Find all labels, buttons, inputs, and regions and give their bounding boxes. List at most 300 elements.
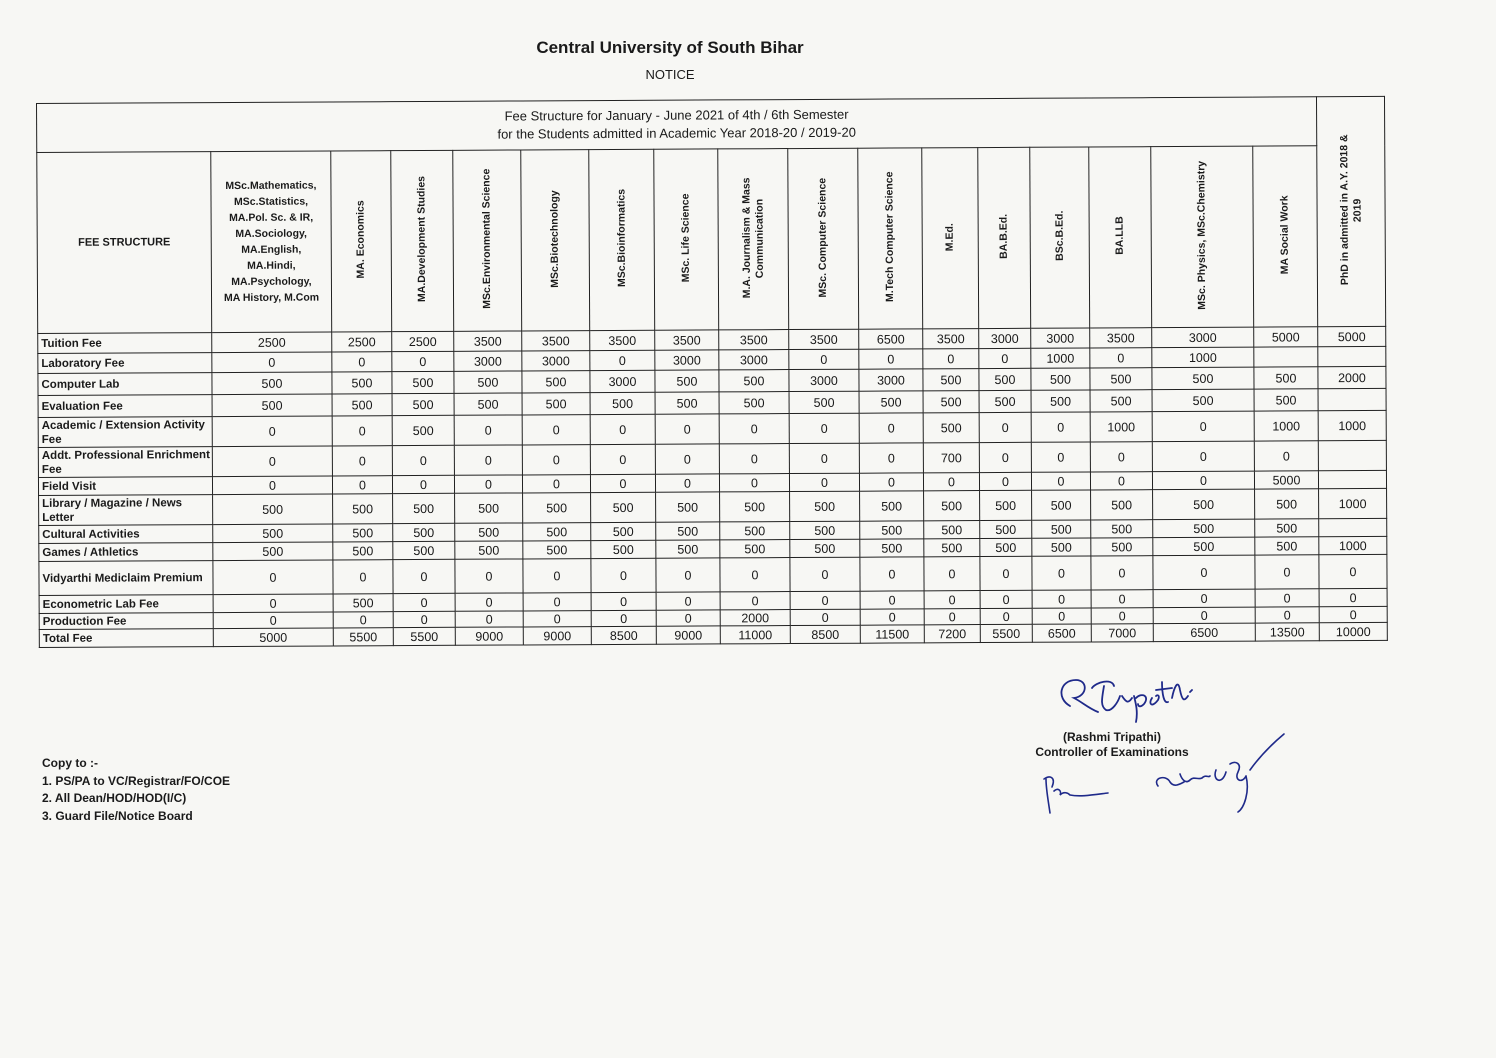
table-cell: 0: [860, 591, 924, 609]
table-cell: 500: [924, 521, 980, 539]
table-cell: 0: [333, 612, 393, 628]
column-header: [1030, 147, 1090, 328]
table-cell: 500: [212, 372, 332, 395]
table-cell: 0: [1319, 606, 1387, 622]
table-cell: 0: [655, 414, 719, 444]
table-cell: 9000: [455, 627, 523, 645]
column-header: [1089, 147, 1152, 328]
table-cell: 0: [393, 559, 455, 593]
row-label: Field Visit: [38, 477, 212, 496]
table-cell: 0: [719, 414, 789, 444]
table-cell: 0: [332, 446, 392, 476]
table-cell: 5500: [333, 628, 393, 646]
table-cell: 0: [656, 610, 720, 626]
row-label: Library / Magazine / News Letter: [39, 495, 213, 526]
table-cell: 500: [923, 369, 979, 391]
table-cell: [1318, 440, 1386, 470]
table-cell: 0: [789, 443, 859, 473]
column-header: [788, 148, 859, 329]
column-header-label: MSc. Computer Science: [816, 177, 830, 298]
table-cell: 0: [979, 472, 1031, 490]
table-cell: 0: [1031, 442, 1090, 472]
table-cell: 0: [1090, 472, 1152, 490]
signatory-designation: Controller of Examinations: [1035, 745, 1189, 759]
university-title: Central University of South Bihar: [536, 38, 804, 57]
table-cell: 3000: [789, 369, 859, 391]
table-cell: 500: [523, 541, 591, 559]
table-cell: 500: [656, 540, 720, 558]
table-cell: 500: [523, 493, 591, 523]
table-cell: 2000: [720, 610, 790, 626]
table-cell: 0: [590, 350, 655, 370]
table-cell: 500: [790, 491, 860, 521]
table-cell: 0: [1255, 589, 1319, 607]
table-cell: 500: [523, 523, 591, 541]
table-cell: 500: [1255, 489, 1319, 519]
table-cell: 0: [655, 444, 719, 474]
table-cell: 500: [454, 371, 522, 393]
table-cell: 500: [1031, 390, 1090, 412]
table-cell: 0: [1032, 590, 1091, 608]
initials-signature-1: [1040, 765, 1120, 820]
table-cell: 0: [523, 593, 591, 611]
table-cell: 500: [213, 494, 333, 525]
table-cell: 0: [212, 446, 332, 477]
column-header: [391, 150, 454, 331]
table-cell: 0: [590, 474, 655, 492]
table-cell: 1000: [1319, 536, 1387, 554]
column-header-group-line: MSc.Statistics,: [233, 195, 309, 208]
table-cell: [1254, 347, 1318, 367]
table-cell: 9000: [523, 627, 591, 645]
table-cell: 3000: [454, 351, 522, 371]
table-cell: 700: [923, 443, 979, 473]
table-cell: 0: [656, 592, 720, 610]
table-cell: 1000: [1254, 411, 1318, 441]
column-header-label: MA. Economics: [354, 200, 367, 279]
table-cell: 500: [860, 521, 924, 539]
table-cell: 2500: [392, 331, 454, 351]
table-cell: 0: [924, 591, 980, 609]
table-cell: 500: [393, 523, 455, 541]
table-cell: 0: [1032, 556, 1091, 590]
table-cell: 0: [924, 557, 980, 591]
table-cell: 0: [720, 558, 790, 592]
column-header: [858, 148, 923, 329]
table-cell: 500: [454, 393, 522, 415]
table-cell: 5500: [980, 624, 1032, 642]
table-cell: 500: [655, 370, 719, 392]
table-cell: 500: [522, 371, 590, 393]
table-cell: 3000: [1152, 327, 1254, 348]
table-cell: 3000: [655, 350, 719, 370]
column-header-label: M.Tech Computer Science: [883, 171, 897, 303]
table-cell: 0: [1091, 590, 1153, 608]
table-cell: 500: [455, 493, 523, 523]
table-cell: 1000: [1319, 488, 1387, 518]
column-header: [978, 147, 1031, 328]
column-header: [453, 150, 522, 331]
row-label: Econometric Lab Fee: [39, 595, 213, 614]
row-label: Total Fee: [39, 629, 213, 648]
column-header: [922, 148, 979, 329]
table-cell: 1000: [1031, 348, 1090, 368]
table-cell: 0: [393, 611, 455, 627]
column-header: [718, 149, 789, 330]
column-header: [331, 151, 392, 332]
table-cell: 0: [455, 559, 523, 593]
column-header-group-line: MA.English,: [241, 243, 302, 256]
column-header-phd: [1316, 96, 1385, 326]
table-cell: 500: [1032, 520, 1091, 538]
table-cell: 0: [859, 413, 923, 443]
table-cell: 1000: [1152, 347, 1254, 368]
table-cell: 500: [590, 392, 655, 414]
fee-structure-label: FEE STRUCTURE: [37, 152, 212, 334]
table-cell: 0: [980, 590, 1032, 608]
table-cell: [1318, 388, 1386, 410]
row-label: Computer Lab: [38, 373, 212, 396]
table-cell: 500: [591, 492, 656, 522]
table-cell: 500: [860, 491, 924, 521]
table-cell: 500: [1254, 389, 1318, 411]
table-cell: 5000: [1254, 327, 1318, 347]
table-cell: 0: [789, 473, 859, 491]
table-cell: 9000: [656, 626, 720, 644]
table-cell: 0: [213, 612, 333, 629]
table-cell: 0: [1153, 589, 1255, 608]
table-cell: 13500: [1255, 623, 1319, 641]
table-cell: 0: [591, 592, 656, 610]
table-cell: 3500: [719, 330, 789, 350]
table-cell: 0: [1153, 607, 1255, 624]
table-cell: 0: [859, 349, 923, 369]
column-header-group-line: MA.Psychology,: [231, 275, 312, 288]
column-header-label: M.A. Journalism & Mass Communication: [739, 177, 766, 299]
table-cell: 3000: [719, 350, 789, 370]
table-cell: 0: [392, 351, 454, 371]
column-header-group-line: MA.Sociology,: [235, 227, 308, 240]
table-cell: 500: [1032, 490, 1091, 520]
table-cell: 500: [720, 540, 790, 558]
table-cell: 0: [591, 610, 656, 626]
column-header-label: MSc.Bioinformatics: [614, 189, 628, 288]
table-cell: 0: [591, 558, 656, 592]
table-cell: 500: [455, 541, 523, 559]
table-cell: 500: [1254, 367, 1318, 389]
row-label: Vidyarthi Mediclaim Premium: [39, 561, 213, 596]
table-cell: 3500: [655, 330, 719, 350]
table-cell: 500: [591, 540, 656, 558]
row-label: Games / Athletics: [39, 543, 213, 562]
table-cell: 500: [860, 539, 924, 557]
table-cell: 0: [859, 443, 923, 473]
table-cell: 500: [790, 539, 860, 557]
table-cell: 7000: [1091, 624, 1153, 642]
table-cell: 500: [923, 413, 979, 443]
table-cell: 0: [719, 444, 789, 474]
table-cell: 0: [1091, 608, 1153, 624]
table-cell: 500: [720, 492, 790, 522]
table-cell: 500: [790, 521, 860, 539]
row-label: Addt. Professional Enrichment Fee: [38, 447, 212, 478]
table-cell: 500: [455, 523, 523, 541]
row-label: Cultural Activities: [39, 525, 213, 544]
table-cell: 5000: [1318, 326, 1386, 346]
table-cell: 500: [213, 524, 333, 543]
table-cell: 0: [454, 415, 522, 445]
table-cell: 500: [1091, 490, 1153, 520]
table-cell: 0: [790, 591, 860, 609]
table-cell: 11500: [860, 625, 924, 643]
table-cell: 0: [1031, 412, 1090, 442]
table-cell: 0: [454, 475, 522, 493]
column-header-label: MA.Development Studies: [415, 176, 429, 303]
table-cell: 500: [591, 522, 656, 540]
table-cell: [1319, 518, 1387, 536]
table-cell: 0: [1090, 348, 1152, 368]
column-header-group-line: MSc.Mathematics,: [225, 179, 317, 193]
table-cell: 0: [455, 593, 523, 611]
table-cell: 0: [1152, 471, 1254, 490]
table-cell: 500: [1090, 368, 1152, 390]
copy-to-item: 1. PS/PA to VC/Registrar/FO/COE: [42, 773, 231, 788]
table-cell: 3500: [522, 331, 590, 351]
table-cell: 0: [332, 476, 392, 494]
table-cell: 0: [1255, 555, 1319, 589]
table-cell: 2000: [1318, 366, 1386, 388]
table-cell: 0: [656, 558, 720, 592]
table-cell: 500: [1153, 519, 1255, 538]
table-cell: 500: [393, 541, 455, 559]
table-cell: 3000: [590, 370, 655, 392]
column-header-group-line: MA.Hindi,: [247, 259, 296, 272]
row-label: Evaluation Fee: [38, 395, 212, 418]
table-cell: 500: [980, 520, 1032, 538]
initials-signature-2: [1150, 730, 1290, 820]
table-cell: 500: [924, 539, 980, 557]
table-cell: 0: [789, 413, 859, 443]
table-cell: 500: [979, 390, 1031, 412]
table-cell: 3000: [859, 369, 923, 391]
table-cell: 0: [392, 475, 454, 493]
fee-structure-table: [36, 96, 1388, 648]
table-cell: 500: [923, 391, 979, 413]
table-cell: 0: [790, 609, 860, 625]
table-cell: 500: [213, 542, 333, 561]
table-cell: 0: [522, 475, 590, 493]
table-cell: 0: [1152, 411, 1254, 442]
table-cell: 500: [333, 524, 393, 542]
table-cell: 3500: [923, 329, 979, 349]
table-cell: 0: [213, 594, 333, 613]
table-cell: 0: [213, 560, 333, 595]
column-header: [1151, 146, 1254, 328]
table-cell: 10000: [1319, 622, 1387, 640]
copy-to-item: 3. Guard File/Notice Board: [42, 808, 193, 823]
table-cell: 0: [1254, 441, 1318, 471]
table-cell: 3500: [1090, 328, 1152, 348]
table-cell: 5000: [213, 628, 333, 647]
table-cell: 500: [332, 372, 392, 394]
column-header: [1253, 146, 1318, 327]
table-cell: 0: [789, 349, 859, 369]
table-cell: 500: [333, 494, 393, 524]
table-cell: 0: [655, 474, 719, 492]
table-cell: 500: [656, 522, 720, 540]
table-cell: 500: [1255, 537, 1319, 555]
table-cell: 3000: [979, 328, 1031, 348]
column-header-label: MSc.Biotechnology: [548, 190, 561, 288]
table-cell: 0: [980, 608, 1032, 624]
table-cell: 500: [719, 392, 789, 414]
table-cell: 500: [392, 371, 454, 393]
column-header-group: [211, 151, 332, 333]
table-cell: 0: [454, 445, 522, 475]
table-cell: 0: [590, 444, 655, 474]
table-cell: 500: [392, 415, 454, 445]
table-cell: 0: [1152, 441, 1254, 472]
row-label: Production Fee: [39, 613, 213, 630]
table-cell: 500: [655, 392, 719, 414]
table-cell: 0: [923, 473, 979, 491]
table-cell: 1000: [1090, 412, 1152, 442]
column-header-phd-label: PhD in admitted in A.Y. 2018 & 2019: [1337, 134, 1364, 286]
table-cell: 0: [1153, 555, 1255, 590]
table-cell: 3500: [590, 330, 655, 350]
table-cell: 0: [924, 609, 980, 625]
table-cell: 500: [1255, 519, 1319, 537]
table-cell: 8500: [591, 626, 656, 644]
table-cell: 0: [979, 412, 1031, 442]
table-cell: 500: [1091, 538, 1153, 556]
copy-to-block: [42, 755, 230, 825]
table-cell: 0: [523, 559, 591, 593]
table-cell: 0: [523, 611, 591, 627]
table-cell: 5000: [1254, 471, 1318, 489]
table-cell: 500: [333, 542, 393, 560]
table-cell: 500: [719, 370, 789, 392]
table-cell: [1318, 346, 1386, 366]
table-cell: 500: [980, 538, 1032, 556]
table-cell: 0: [522, 415, 590, 445]
row-label: Academic / Extension Activity Fee: [38, 417, 212, 448]
table-cell: 500: [720, 522, 790, 540]
table-cell: 500: [859, 391, 923, 413]
table-cell: 0: [1031, 472, 1090, 490]
table-cell: 500: [979, 368, 1031, 390]
table-cell: 3500: [454, 331, 522, 351]
table-cell: 500: [1152, 367, 1254, 390]
table-cell: 11000: [720, 626, 790, 644]
column-header-label: MSc. Life Science: [679, 193, 692, 283]
table-cell: 0: [923, 349, 979, 369]
table-cell: 0: [455, 611, 523, 627]
table-cell: 500: [1090, 390, 1152, 412]
table-cell: 2500: [212, 332, 332, 353]
column-header-label: MSc.Environmental Science: [480, 169, 494, 310]
table-cell: 0: [212, 416, 332, 447]
table-cell: 0: [522, 445, 590, 475]
column-header-group-line: MA.Pol. Sc. & IR,: [229, 211, 314, 224]
table-cell: 500: [332, 394, 392, 416]
table-cell: 0: [980, 556, 1032, 590]
table-cell: 0: [979, 348, 1031, 368]
column-header-label: BA.B.Ed.: [997, 213, 1010, 259]
copy-to-heading: Copy to :-: [42, 756, 98, 770]
table-cell: 0: [1319, 588, 1387, 606]
table-cell: 500: [789, 391, 859, 413]
column-header: [654, 149, 719, 330]
table-cell: 500: [924, 491, 980, 521]
table-cell: 0: [1090, 442, 1152, 472]
table-cell: 3000: [522, 351, 590, 371]
table-cell: 0: [1091, 556, 1153, 590]
table-cell: [1318, 470, 1386, 488]
column-header-label: MSc. Physics, MSc.Chemistry: [1195, 160, 1209, 310]
table-cell: 0: [1032, 608, 1091, 624]
table-cell: 500: [1031, 368, 1090, 390]
table-cell: 500: [980, 490, 1032, 520]
table-caption-line2: for the Students admitted in Academic Year 2018-20 / 2019-20: [497, 124, 856, 142]
table-cell: 3000: [1031, 328, 1090, 348]
table-cell: 500: [1153, 489, 1255, 520]
column-header-label: BSc.B.Ed.: [1053, 211, 1066, 262]
table-cell: 0: [392, 445, 454, 475]
table-cell: 0: [790, 557, 860, 591]
table-cell: 500: [1153, 537, 1255, 556]
table-cell: 0: [719, 474, 789, 492]
table-cell: 500: [1091, 520, 1153, 538]
row-label: Laboratory Fee: [38, 353, 212, 374]
column-header-group-line: MA History, M.Com: [223, 291, 320, 305]
table-cell: 0: [1255, 607, 1319, 623]
signatory-name: (Rashmi Tripathi): [1062, 730, 1161, 744]
table-cell: 6500: [859, 329, 923, 349]
table-cell: 3500: [789, 329, 859, 349]
table-cell: 0: [212, 352, 332, 373]
table-cell: 500: [522, 393, 590, 415]
column-header-label: M.Ed.: [943, 222, 956, 251]
column-header: [589, 149, 655, 330]
table-cell: 1000: [1318, 410, 1386, 440]
table-cell: 7200: [924, 625, 980, 643]
table-cell: 2500: [332, 332, 392, 352]
notice-heading: NOTICE: [645, 67, 695, 82]
column-header-label: MA Social Work: [1278, 195, 1291, 275]
table-caption: [37, 97, 1317, 153]
table-cell: 6500: [1032, 624, 1091, 642]
table-caption-line1: Fee Structure for January - June 2021 of 4th / 6th Semester: [504, 106, 849, 124]
table-cell: 0: [720, 592, 790, 610]
table-cell: 0: [1319, 554, 1387, 588]
table-cell: 0: [332, 416, 392, 446]
column-header-label: BA.LLB: [1113, 216, 1126, 256]
table-cell: 500: [392, 393, 454, 415]
table-cell: 0: [590, 414, 655, 444]
table-cell: 0: [860, 609, 924, 625]
column-header: [521, 150, 590, 331]
table-cell: 0: [860, 557, 924, 591]
table-cell: 0: [979, 442, 1031, 472]
table-cell: 0: [332, 352, 392, 372]
table-cell: 500: [1152, 389, 1254, 412]
table-cell: 500: [1032, 538, 1091, 556]
table-cell: 0: [333, 560, 393, 594]
table-cell: 500: [393, 493, 455, 523]
table-cell: 6500: [1153, 623, 1255, 642]
table-cell: 500: [333, 594, 393, 612]
